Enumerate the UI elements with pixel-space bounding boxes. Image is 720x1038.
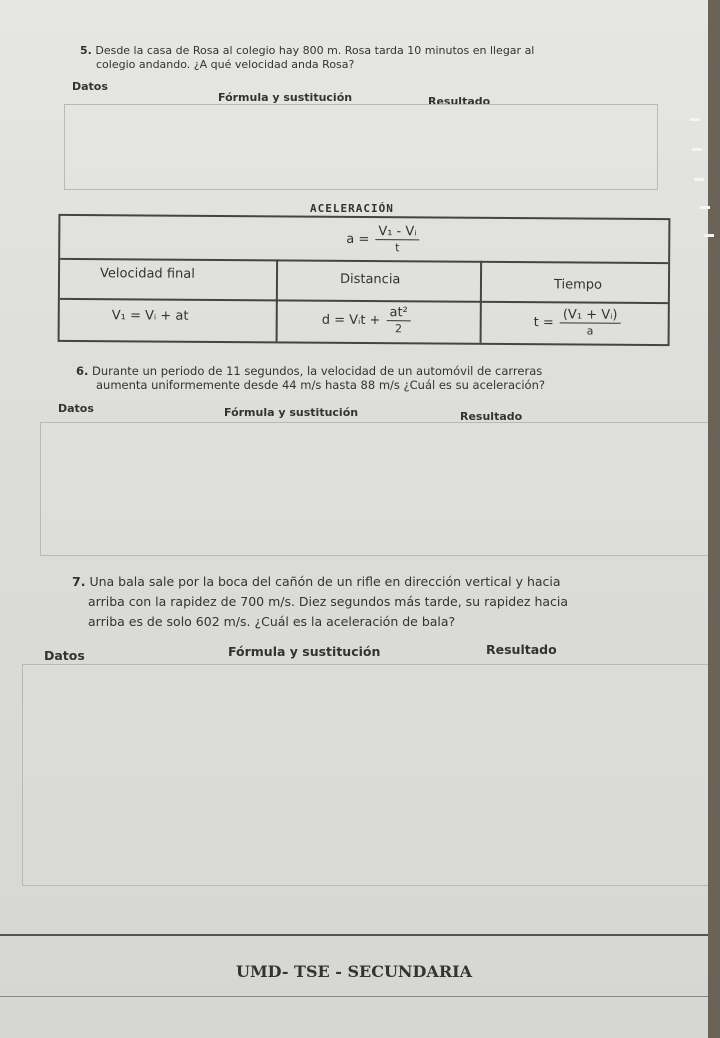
binding-mark [704, 234, 714, 237]
question-7 [72, 572, 568, 632]
footer-text: UMD- TSE - SECUNDARIA [235, 962, 473, 981]
formula-tiempo-numerator: (V₁ + Vᵢ) [560, 307, 621, 323]
acceleration-title: ACELERACIÓN [310, 202, 394, 215]
question-7-number: 7. [72, 574, 86, 589]
acceleration-denominator: t [395, 241, 400, 255]
question-7-line2: arriba con la rapidez de 700 m/s. Diez segundos más tarde, su rapidez hacia [88, 594, 569, 609]
q7-header-datos: Datos [44, 648, 85, 663]
binding-mark [694, 178, 704, 181]
q7-answer-area[interactable] [22, 664, 708, 886]
q5-header-formula: Fórmula y sustitución [218, 91, 353, 104]
label-velocidad-final: Velocidad final [99, 266, 195, 282]
formula-distancia-lhs: d = Vᵢt + [321, 312, 381, 329]
q7-header-resultado: Resultado [486, 642, 557, 657]
q6-header-formula: Fórmula y sustitución [224, 406, 359, 419]
question-6-line2: aumenta uniformemente desde 44 m/s hasta 88 m/s ¿Cuál es su aceleración? [96, 378, 545, 392]
acceleration-formula-table [58, 214, 671, 346]
question-7-line1: Una bala sale por la boca del cañón de un rifle en dirección vertical y hacia [89, 574, 561, 589]
q6-header-datos: Datos [58, 402, 94, 415]
formula-distancia-numerator: at² [386, 305, 410, 321]
question-5-line1: Desde la casa de Rosa al colegio hay 800 m. Rosa tarda 10 minutos en llegar al [95, 44, 535, 57]
formula-tiempo-lhs: t = [533, 315, 554, 331]
q5-header-datos: Datos [72, 80, 108, 93]
acceleration-formula [346, 224, 419, 256]
label-tiempo: Tiempo [553, 277, 603, 293]
formula-tiempo [534, 307, 621, 339]
q5-answer-area[interactable] [64, 104, 658, 190]
acceleration-main-formula-row [60, 216, 668, 264]
question-7-line3: arriba es de solo 602 m/s. ¿Cuál es la aceleración de bala? [88, 614, 456, 629]
binding-mark [700, 206, 710, 209]
acceleration-numerator: V₁ - Vᵢ [375, 224, 419, 240]
question-6-number: 6. [76, 364, 89, 378]
formula-distancia [322, 305, 411, 337]
label-distancia: Distancia [339, 271, 401, 288]
formula-velocidad-final: V₁ = Vᵢ + at [111, 308, 189, 324]
acceleration-lhs: a = [346, 231, 370, 248]
footer-line [0, 934, 708, 936]
acceleration-labels-row [60, 258, 668, 304]
footer-bottom-line [0, 996, 708, 997]
question-6-line1: Durante un periodo de 11 segundos, la velocidad de un automóvil de carreras [92, 364, 543, 378]
question-6 [76, 364, 545, 392]
q5-header-resultado: Resultado [428, 95, 491, 108]
formula-distancia-denominator: 2 [395, 322, 403, 336]
binding-mark [692, 148, 702, 151]
question-5-line2: colegio andando. ¿A qué velocidad anda Rosa? [96, 58, 355, 71]
binding-mark [690, 118, 700, 121]
acceleration-formulas-row [60, 298, 668, 344]
formula-tiempo-denominator: a [586, 324, 594, 338]
question-5 [80, 44, 534, 72]
question-5-number: 5. [80, 44, 92, 57]
q6-answer-area[interactable] [40, 422, 708, 556]
q7-header-formula: Fórmula y sustitución [228, 644, 381, 659]
q6-header-resultado: Resultado [460, 410, 523, 423]
